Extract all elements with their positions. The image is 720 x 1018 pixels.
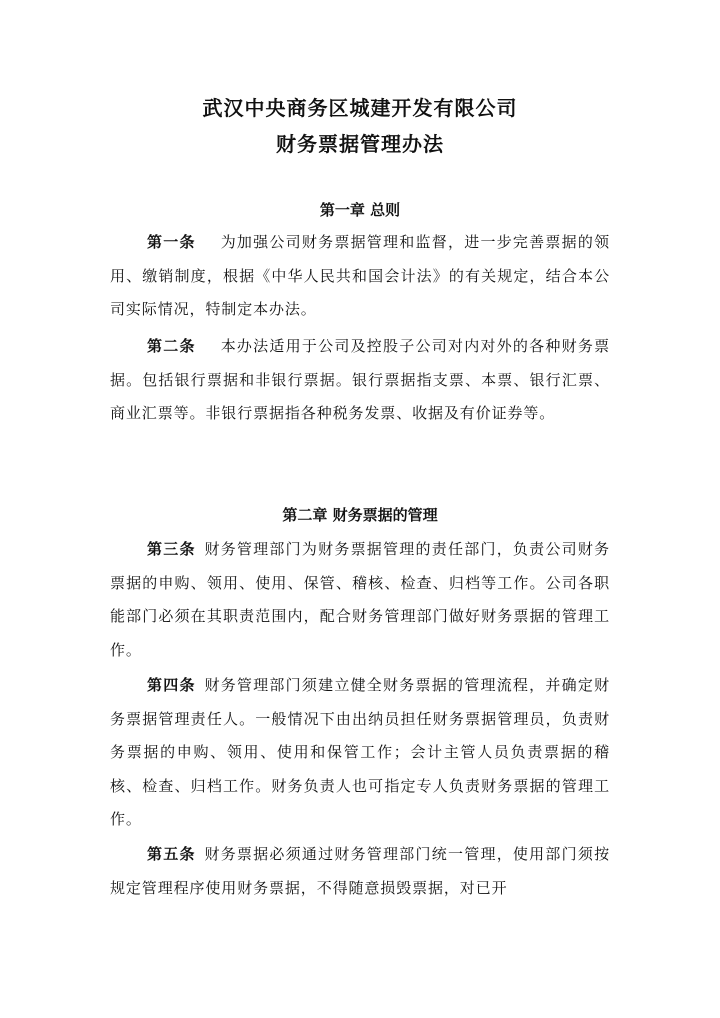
article-paragraph xyxy=(110,226,610,327)
article-paragraph xyxy=(110,838,610,905)
article-text: 本办法适用于公司及控股子公司对内对外的各种财务票据。包括银行票据和非银行票据。银行票据指支票、本票、银行汇票、商业汇票等。非银行票据指各种税务发票、收据及有价证券等。 xyxy=(110,337,610,422)
chapter-heading: 第二章 财务票据的管理 xyxy=(282,506,438,524)
document-title-regulation: 财务票据管理办法 xyxy=(276,132,444,156)
article-text: 财务管理部门为财务票据管理的责任部门，负责公司财务票据的申购、领用、使用、保管、稽核、检查、归档等工作。公司各职能部门必须在其职责范围内，配合财务管理部门做好财务票据的管理工作。 xyxy=(110,540,610,659)
article-number: 第一条 xyxy=(147,233,196,251)
article-number: 第三条 xyxy=(147,540,196,558)
chapter-heading: 第一章 总则 xyxy=(319,201,401,219)
document-title-company: 武汉中央商务区城建开发有限公司 xyxy=(202,96,518,120)
article-paragraph xyxy=(110,533,610,667)
article-paragraph xyxy=(110,330,610,431)
article-paragraph xyxy=(110,669,610,837)
article-number: 第四条 xyxy=(147,676,196,694)
article-text: 为加强公司财务票据管理和监督，进一步完善票据的领用、缴销制度，根据《中华人民共和国会计法》的有关规定，结合本公司实际情况，特制定本办法。 xyxy=(110,233,610,318)
article-text: 财务票据必须通过财务管理部门统一管理，使用部门须按规定管理程序使用财务票据，不得随意损毁票据，对已开 xyxy=(110,845,610,897)
article-text: 财务管理部门须建立健全财务票据的管理流程，并确定财务票据管理责任人。一般情况下由出纳员担任财务票据管理员，负责财务票据的申购、领用、使用和保管工作；会计主管人员负责票据的稽核、检查、归档工作。财务负责人也可指定专人负责财务票据的管理工作。 xyxy=(110,676,610,828)
article-number: 第五条 xyxy=(147,845,196,863)
article-number: 第二条 xyxy=(147,337,196,355)
